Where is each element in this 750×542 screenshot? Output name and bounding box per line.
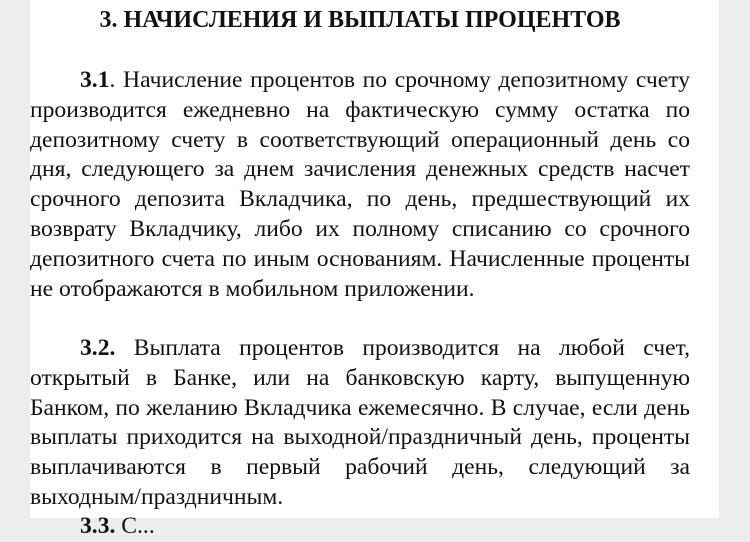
clause-text: . Начисление процентов по срочному депозитному счету производится ежедневно на фактическую сумму остатка по депозитному счету в соответствующий операционный день со дня, следующего за днем зачисления денежных средств насчет срочного депозита Вкладчика, по день, предшествующий их возврату Вкладчику, либо их полному списанию со срочного депозитного счета по иным основаниям. Начисленные проценты не отображаются в мобильном приложении. xyxy=(30,67,690,302)
document-page xyxy=(30,0,719,539)
clause-3-1 xyxy=(30,66,690,304)
clause-text: С... xyxy=(115,513,155,539)
clause-text: Выплата процентов производится на любой счет, открытый в Банке, или на банковскую карту, выпущенную Банком, по желанию Вкладчика ежемесячно. В случае, если день выплаты приходится на выходной/праздничный день, проценты выплачиваются в первый рабочий день, следующий за выходным/праздничным. xyxy=(30,335,690,510)
clause-number: 3.1 xyxy=(80,67,110,93)
clause-3-2 xyxy=(30,334,690,513)
clause-number: 3.2. xyxy=(80,335,116,361)
clause-number: 3.3. xyxy=(80,513,116,539)
section-title: 3. НАЧИСЛЕНИЯ И ВЫПЛАТЫ ПРОЦЕНТОВ xyxy=(99,7,621,33)
clause-3-3 xyxy=(30,512,690,542)
